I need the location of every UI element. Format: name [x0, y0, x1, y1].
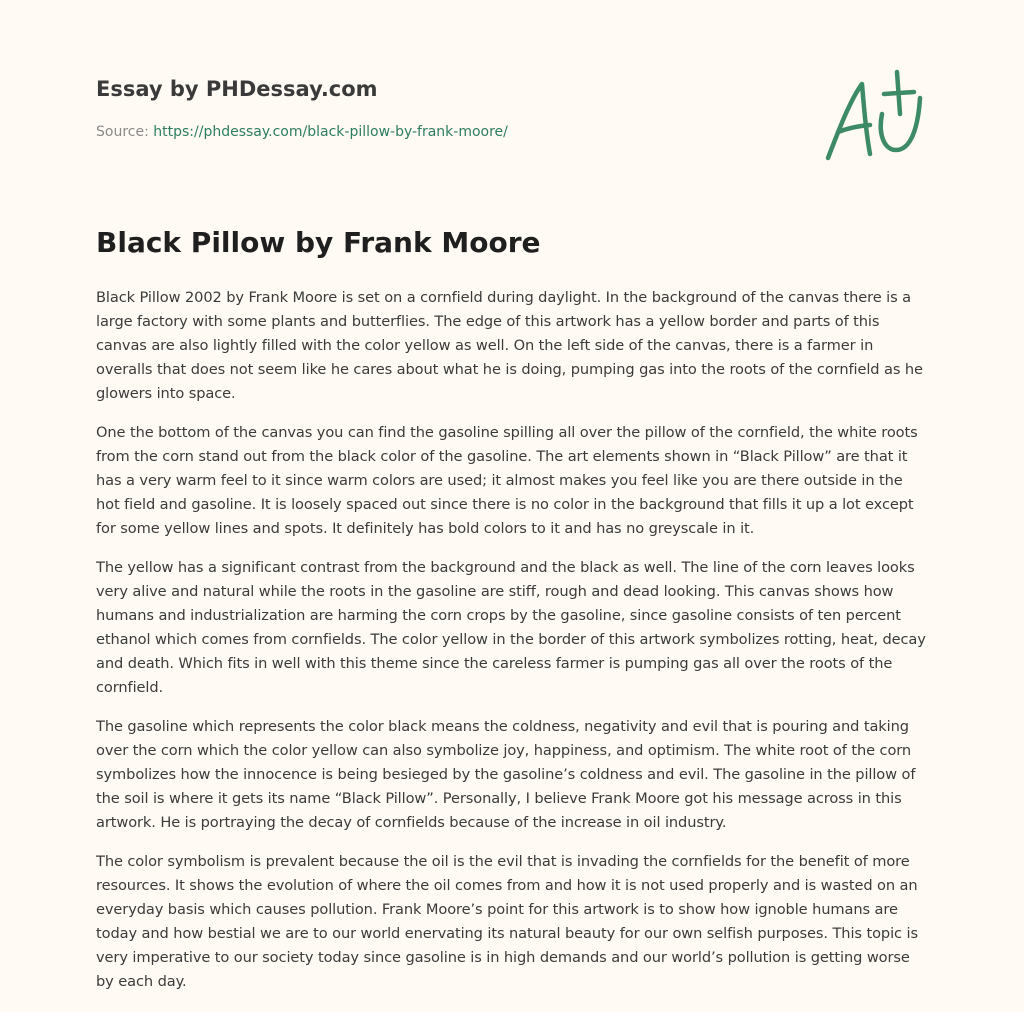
- a-plus-logo-icon: [824, 68, 928, 164]
- essay-paragraph: The yellow has a significant contrast from the background and the black as well. The line of the corn leaves looks very alive and natural while the roots in the gasoline are stiff, rough and dead looking. This canvas shows how humans and industrialization are harming the corn crops by the gasoline, since gasoline consists of ten percent ethanol which comes from cornfields. The color yellow in the border of this artwork symbolizes rotting, heat, decay and death. Which fits in well with this theme since the careless farmer is pumping gas all over the roots of the cornfield.: [96, 559, 926, 696]
- essay-paragraph: One the bottom of the canvas you can find the gasoline spilling all over the pillow of the cornfield, the white roots from the corn stand out from the black color of the gasoline. The art elements shown in “Black Pillow” are that it has a very warm feel to it since warm colors are used; it almost makes you feel like you are there outside in the hot field and gasoline. It is loosely spaced out since there is no color in the background that fills it up a lot except for some yellow lines and spots. It definitely has bold colors to it and has no greyscale in it.: [96, 424, 918, 537]
- essay-body: [96, 286, 928, 1009]
- essay-paragraph: The color symbolism is prevalent because the oil is the evil that is invading the cornfields for the benefit of more resources. It shows the evolution of where the oil comes from and how it is not used properly and is wasted on an everyday basis which causes pollution. Frank Moore’s point for this artwork is to show how ignoble humans are today and how bestial we are to our world enervating its natural beauty for our own selfish purposes. This topic is very imperative to our society today since gasoline is in high demands and our world’s pollution is getting worse by each day.: [96, 853, 918, 990]
- source-label: Source:: [96, 124, 154, 140]
- essay-title: Black Pillow by Frank Moore: [96, 226, 541, 259]
- source-line: [96, 124, 508, 140]
- essay-paragraph: The gasoline which represents the color black means the coldness, negativity and evil that is pouring and taking over the corn which the color yellow can also symbolize joy, happiness, and optimism. The white root of the corn symbolizes how the innocence is being besieged by the gasoline’s coldness and evil. The gasoline in the pillow of the soil is where it gets its name “Black Pillow”. Personally, I believe Frank Moore got his message across in this artwork. He is portraying the decay of cornfields because of the increase in oil industry.: [96, 718, 916, 831]
- brand-title: Essay by PHDessay.com: [96, 77, 378, 101]
- source-link[interactable]: https://phdessay.com/black-pillow-by-frank-moore/: [153, 124, 508, 140]
- essay-paragraph: Black Pillow 2002 by Frank Moore is set on a cornfield during daylight. In the background of the canvas there is a large factory with some plants and butterflies. The edge of this artwork has a yellow border and parts of this canvas are also lightly filled with the color yellow as well. On the left side of the canvas, there is a farmer in overalls that does not seem like he cares about what he is doing, pumping gas into the roots of the cornfield as he glowers into space.: [96, 289, 923, 402]
